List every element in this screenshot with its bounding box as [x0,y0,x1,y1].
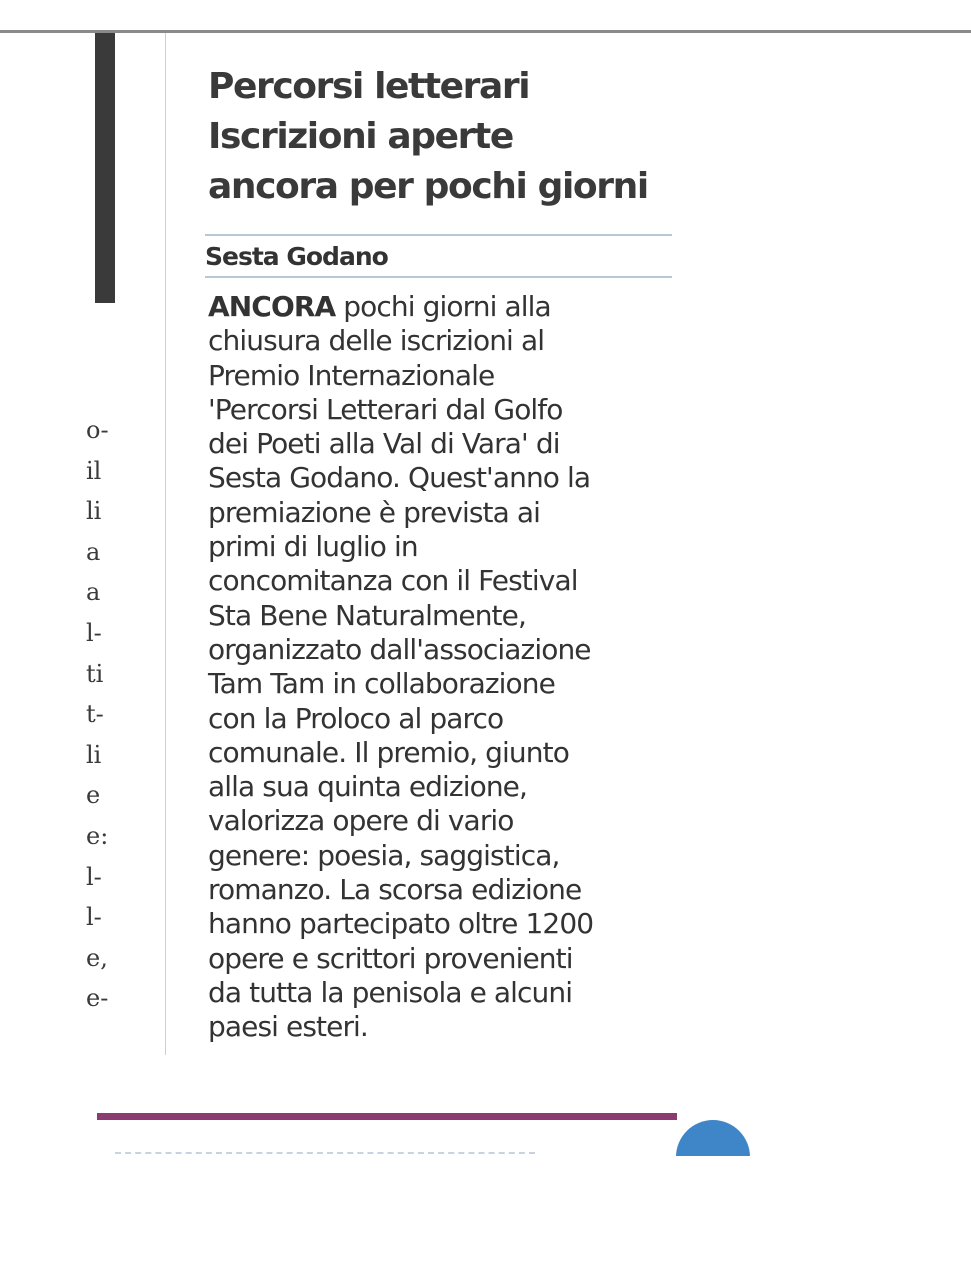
fragment-line: l- [86,862,102,891]
body-line: 'Percorsi Letterari dal Golfo [208,392,563,426]
body-line: romanzo. La scorsa edizione [208,873,582,907]
body-line: paesi esteri. [208,1010,368,1044]
fragment-line: il [86,456,102,485]
left-dark-bar [95,33,115,303]
next-article-cut-strip [115,1152,535,1154]
body-line: hanno partecipato oltre 1200 [208,907,594,941]
bottom-section-rule [97,1113,677,1120]
article-location: Sesta Godano [205,242,388,271]
column-divider [165,33,166,1055]
body-line: opere e scrittori provenienti [208,941,573,975]
fragment-line: e: [86,821,109,850]
fragment-line: a [86,537,101,566]
fragment-line: l- [86,903,102,932]
lead-word: ANCORA [208,290,336,323]
article-body [208,290,683,1045]
headline-line: Percorsi letterari [208,66,530,107]
kicker-rule-top [205,234,672,236]
body-line: Sta Bene Naturalmente, [208,598,526,632]
blue-circle-badge [676,1120,750,1156]
body-line: chiusura delle iscrizioni al [208,324,545,358]
body-line-first [208,290,683,324]
body-line: con la Proloco al parco [208,701,504,735]
body-line: da tutta la penisola e alcuni [208,975,573,1009]
body-line: genere: poesia, saggistica, [208,838,560,872]
body-line: Sesta Godano. Quest'anno la [208,461,591,495]
body-line: alla sua quinta edizione, [208,770,528,804]
fragment-line: l- [86,618,102,647]
fragment-line: e- [86,984,109,1013]
fragment-line: ti [86,659,104,688]
fragment-line: li [86,497,102,526]
body-line: dei Poeti alla Val di Vara' di [208,427,560,461]
body-line-rest: pochi giorni alla [335,290,551,323]
fragment-line: e, [86,943,108,972]
adjacent-column-fragments [86,410,126,1019]
fragment-line: o- [86,416,109,444]
body-line: comunale. Il premio, giunto [208,735,569,769]
body-line: premiazione è prevista ai [208,495,541,529]
body-line: Tam Tam in collaborazione [208,667,555,701]
fragment-line: e [86,781,101,810]
headline-line: ancora per pochi giorni [208,166,648,207]
kicker-rule-bottom [205,276,672,278]
fragment-line: li [86,740,102,769]
article-headline [208,62,678,212]
body-line: primi di luglio in [208,530,418,564]
top-rule [0,30,971,33]
headline-line: Iscrizioni aperte [208,116,513,157]
body-line: concomitanza con il Festival [208,564,578,598]
body-line: Premio Internazionale [208,358,495,392]
body-line: valorizza opere di vario [208,804,514,838]
fragment-line: a [86,578,101,607]
fragment-line: t- [86,700,104,729]
body-line: organizzato dall'associazione [208,632,591,666]
